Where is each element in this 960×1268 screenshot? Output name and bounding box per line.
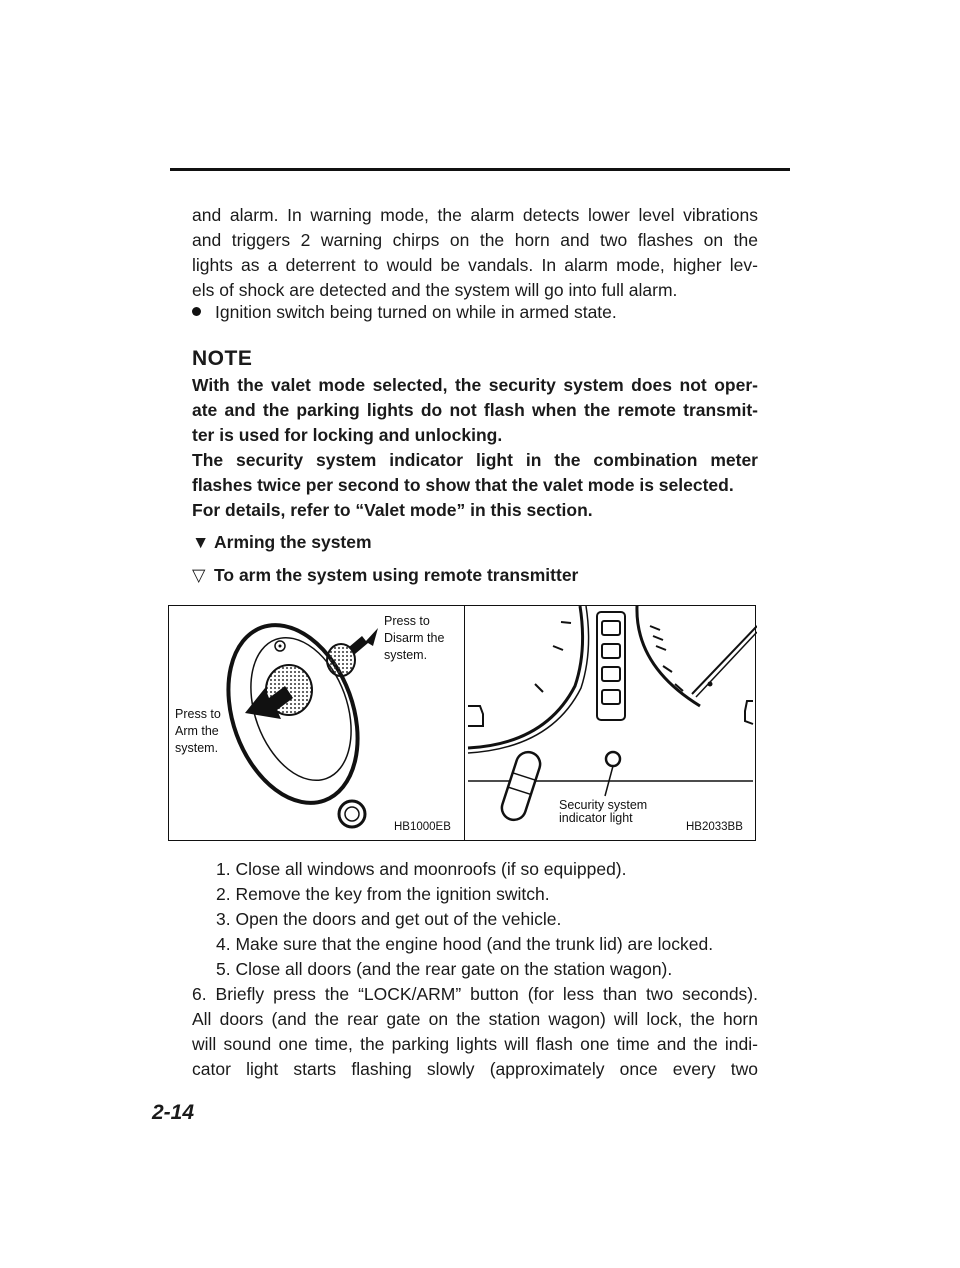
note-line: The security system indicator light in the combination meter xyxy=(192,450,758,470)
bullet-item xyxy=(192,300,617,325)
step-item: 2. Remove the key from the ignition switch. xyxy=(216,884,550,904)
note-line: flashes twice per second to show that the valet mode is selected. xyxy=(192,475,734,495)
note-line: ate and the parking lights do not flash when the remote transmit- xyxy=(192,400,758,420)
intro-line: and triggers 2 warning chirps on the horn and two flashes on the xyxy=(192,230,758,250)
step-item: 5. Close all doors (and the rear gate on the station wagon). xyxy=(216,959,673,979)
arm-label xyxy=(175,706,221,757)
disarm-label-line: system. xyxy=(384,648,428,662)
steps-list xyxy=(192,857,758,1082)
disarm-label-line: Press to xyxy=(384,614,430,628)
disarm-label-line: Disarm the xyxy=(384,631,445,645)
bullet-text: Ignition switch being turned on while in armed state. xyxy=(215,302,617,322)
indicator-callout-line: indicator light xyxy=(559,811,633,825)
indicator-callout xyxy=(559,799,647,825)
disarm-label xyxy=(384,613,444,664)
figure-code-left: HB1000EB xyxy=(394,821,451,833)
intro-paragraph xyxy=(192,203,758,303)
step6-line: will sound one time, the parking lights will flash one time and the indi- xyxy=(192,1034,758,1054)
note-heading: NOTE xyxy=(192,347,253,370)
section-heading-text: Arming the system xyxy=(214,532,372,552)
step-item: 3. Open the doors and get out of the vehicle. xyxy=(216,909,562,929)
note-line: With the valet mode selected, the security system does not oper- xyxy=(192,375,758,395)
subsection-heading-text: To arm the system using remote transmitter xyxy=(214,565,579,585)
step-item: 4. Make sure that the engine hood (and the trunk lid) are locked. xyxy=(216,934,714,954)
top-rule xyxy=(170,168,790,171)
bullet-icon xyxy=(192,307,201,316)
note-line: For details, refer to “Valet mode” in this section. xyxy=(192,500,593,520)
step6-line: 6. Briefly press the “LOCK/ARM” button (for less than two seconds). xyxy=(192,984,758,1004)
figure-code-right: HB2033BB xyxy=(686,821,743,833)
arm-label-line: system. xyxy=(175,741,219,755)
arm-label-line: Arm the xyxy=(175,724,219,738)
section-heading xyxy=(192,532,372,553)
indicator-callout-line: Security system xyxy=(559,798,648,812)
step-item: 1. Close all windows and moonroofs (if so equipped). xyxy=(216,859,627,879)
intro-line: and alarm. In warning mode, the alarm detects lower level vibrations xyxy=(192,205,758,225)
intro-line: lights as a deterrent to would be vandals. In alarm mode, higher lev- xyxy=(192,255,758,275)
page-number: 2-14 xyxy=(152,1101,195,1124)
filled-triangle-icon: ▼ xyxy=(192,532,210,552)
step6-line: cator light starts flashing slowly (approximately once every two xyxy=(192,1059,758,1079)
note-line: ter is used for locking and unlocking. xyxy=(192,425,503,445)
outline-triangle-icon: ▽ xyxy=(192,565,206,585)
step6-line: All doors (and the rear gate on the station wagon) will lock, the horn xyxy=(192,1009,758,1029)
figure xyxy=(168,605,756,841)
arm-label-line: Press to xyxy=(175,707,221,721)
subsection-heading xyxy=(192,565,578,586)
intro-line: els of shock are detected and the system will go into full alarm. xyxy=(192,280,678,300)
note-body xyxy=(192,373,758,523)
